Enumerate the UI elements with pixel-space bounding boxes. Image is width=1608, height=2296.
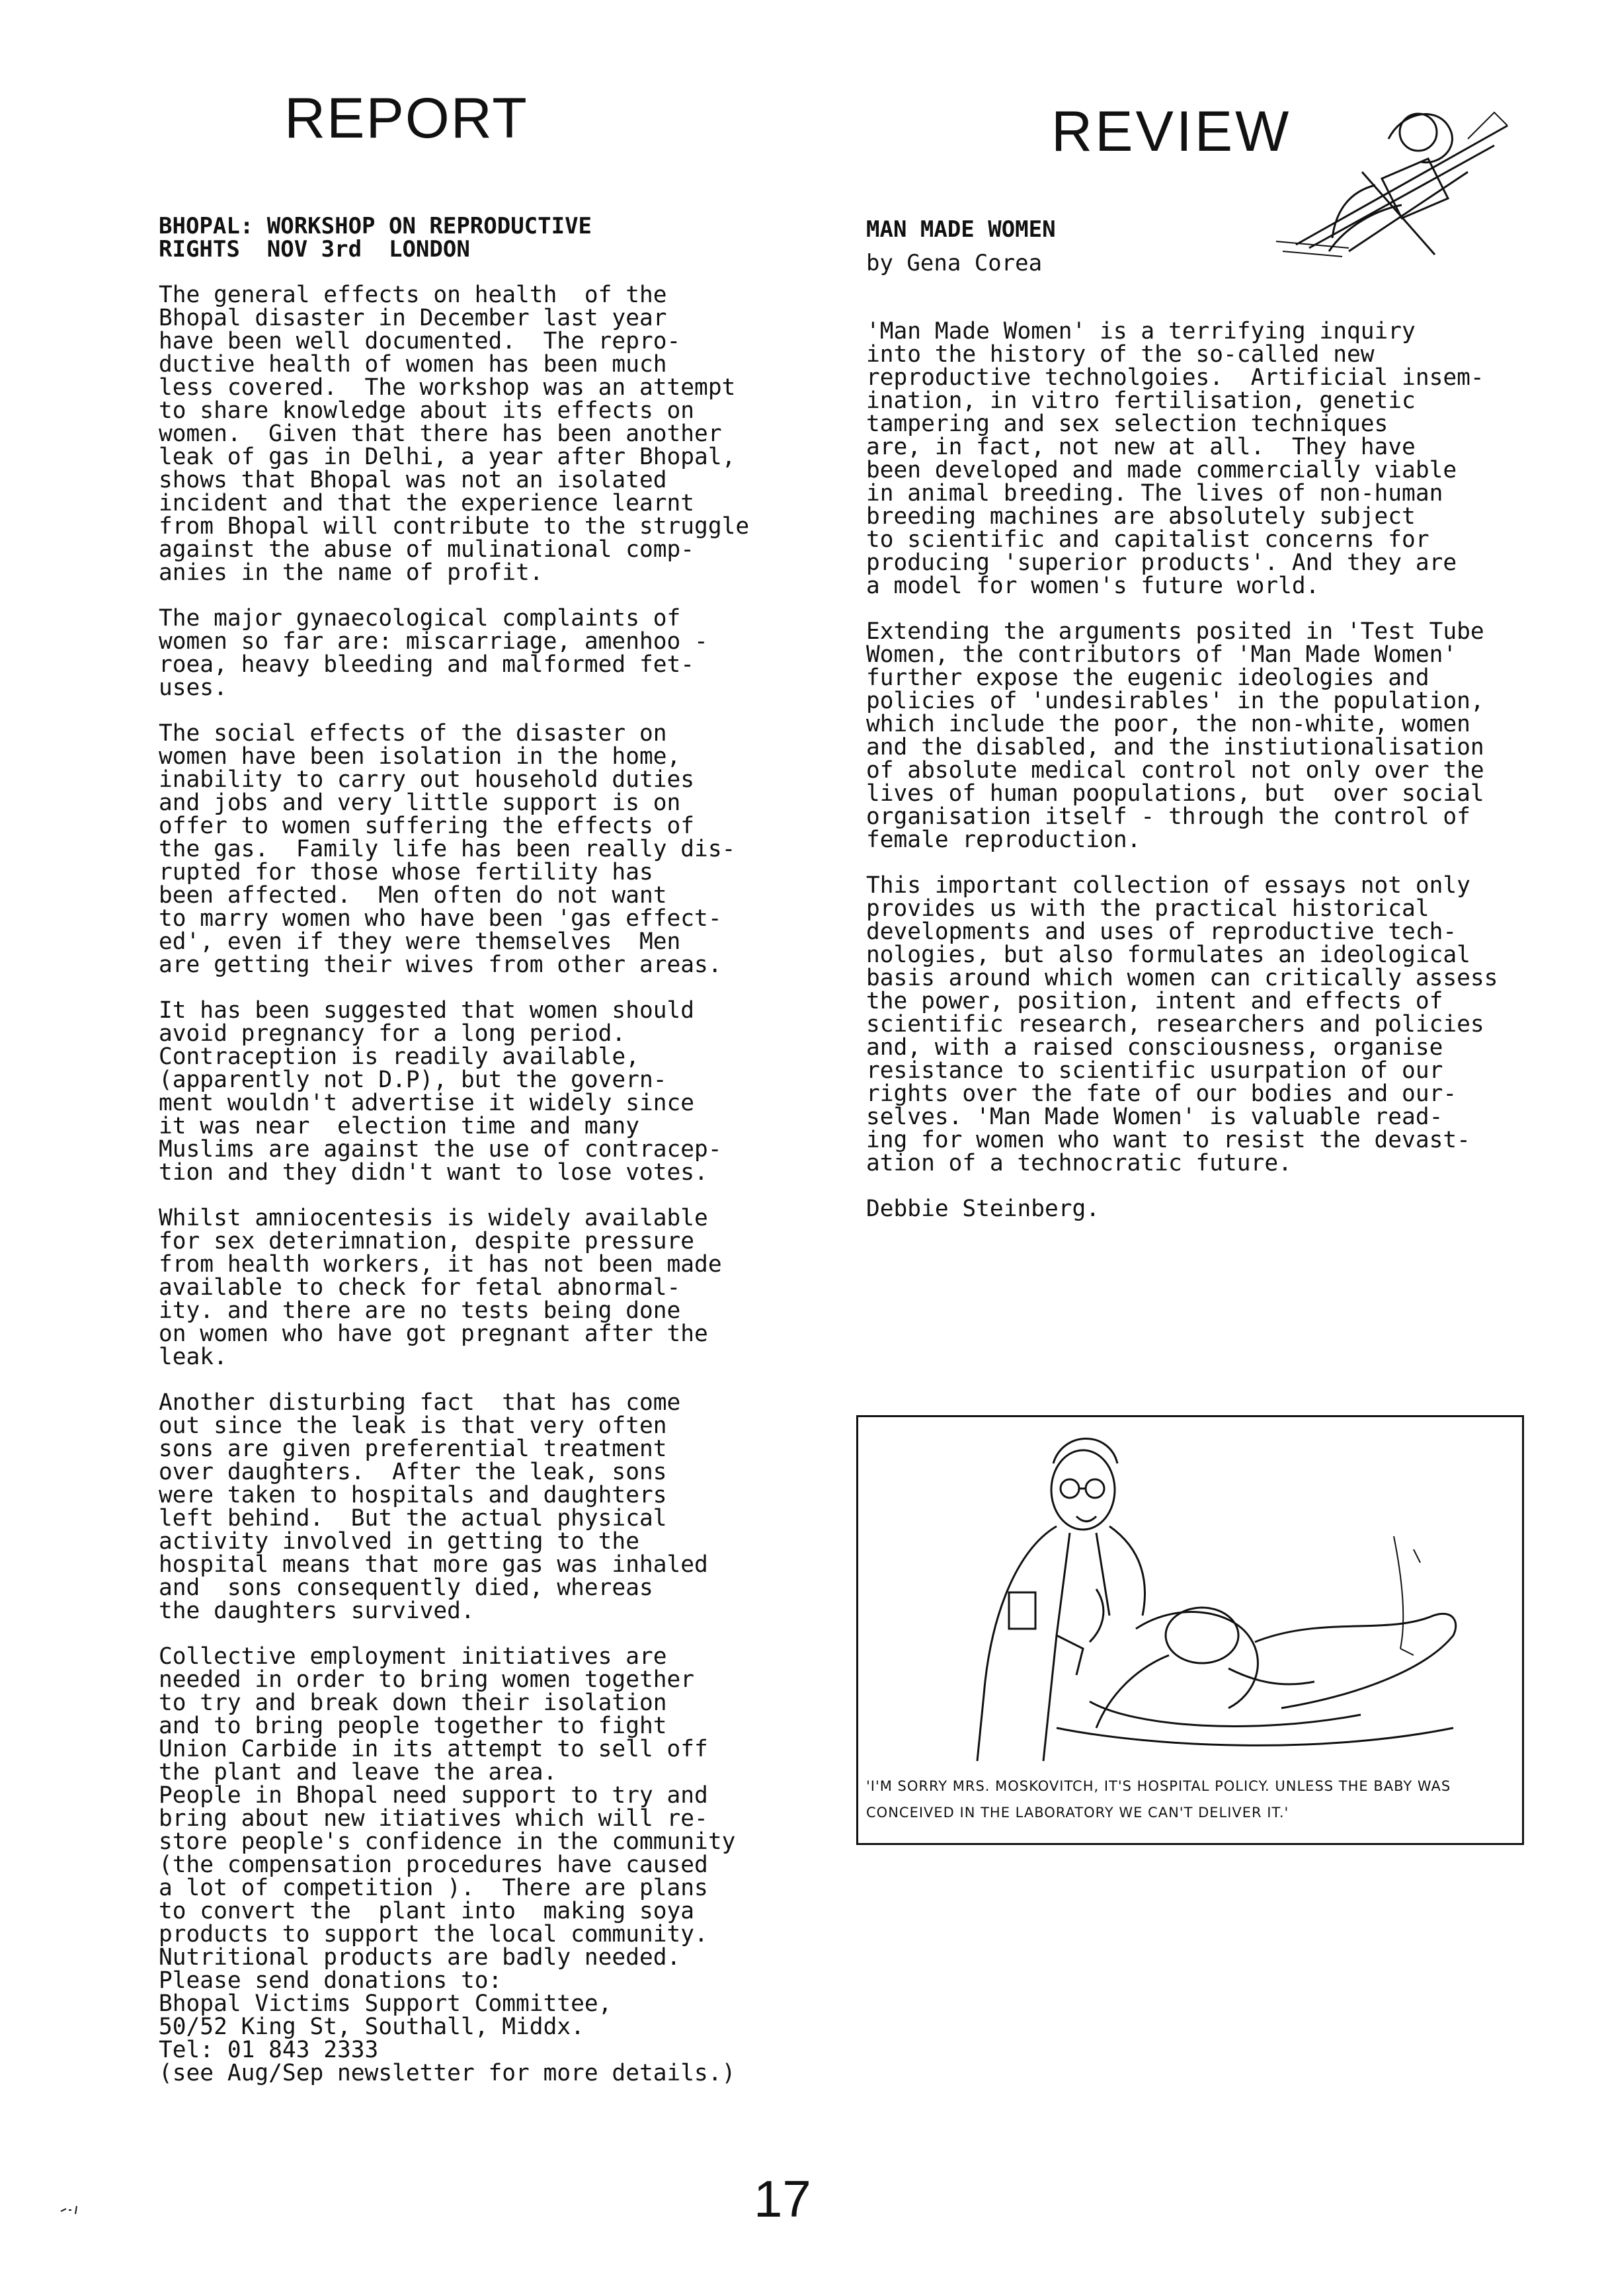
report-paragraph: Collective employment initiatives are needed in order to bring women together to try and break down their isolation and to bring people together to fight Union Carbide in its attempt to sell off the plant and leave the area. People in Bhopal need support to try and bring about new itiatives which will re- store people's confidence in the community (the compensation procedures have caused a lot of competition ). There are plans to convert the plant into making soya products to support the local community. Nutritional products are badly needed. Please send donations to: Bhopal Victims Support Committee, 50/52 King St, Southall, Middx. Tel: 01 843 2333 (see Aug/Sep newsletter for more details.): [159, 1643, 736, 2086]
report-heading: REPORT: [284, 87, 528, 150]
book-author: by Gena Corea: [866, 250, 1043, 276]
review-paragraph: 'Man Made Women' is a terrifying inquiry into the history of the so-called new reproductive technolgoies. Artificial insem- ination, in vitro fertilisation, genetic tampering and sex selection techniques are, in fact, not new at all. They have been developed and made commercially viable in animal breeding. The lives of non-human breeding machines are absolutely subject to scientific and capitalist concerns for producing 'superior products'. And they are a model for women's future world.: [866, 318, 1484, 599]
cartoon-caption: 'I'M SORRY MRS. MOSKOVITCH, IT'S HOSPITAL POLICY. UNLESS THE BABY WAS CONCEIVED IN THE LABORATORY WE CAN'T DELIVER IT.': [866, 1778, 1451, 1821]
review-paragraph: This important collection of essays not only provides us with the practical historical developments and uses of reproductive tech- nologies, but also formulates an ideological basis around which women can critically assess the power, position, intent and effects of scientific research, researchers and policies and, with a raised consciousness, organise resistance to scientific usurpation of our rights over the fate of our bodies and our- selves. 'Man Made Women' is valuable read- ing for women who want to resist the devast- ation of a technocratic future.: [866, 872, 1498, 1176]
review-heading: REVIEW: [1051, 100, 1292, 163]
report-paragraph: The general effects on health of the Bhopal disaster in December last year have been well documented. The repro- ductive health of women has been much less covered. The workshop was an attempt to share knowledge about its effects on women. Given that there has been another leak of gas in Delhi, a year after Bhopal, shows that Bhopal was not an isolated incident and that the experience learnt from Bhopal will contribute to the struggle against the abuse of mulinational comp- anies in the name of profit.: [159, 282, 750, 586]
review-paragraph: Extending the arguments posited in 'Test Tube Women, the contributors of 'Man Made Women' further expose the eugenic ideologies and policies of 'undesirables' in the population, which include the poor, the non-white, women and the disabled, and the instiutionalisation of absolute medical control not only over the lives of human poopulations, but over social organisation itself - through the control of female reproduction.: [866, 618, 1484, 853]
report-paragraph: Whilst amniocentesis is widely available for sex deterimnation, despite pressure from health workers, it has not been made available to check for fetal abnormal- ity. and there are no tests being done on women who have got pregnant after the leak.: [159, 1205, 722, 1370]
review-signature: Debbie Steinberg.: [866, 1196, 1100, 1222]
report-paragraph: It has been suggested that women should avoid pregnancy for a long period. Contraception is readily available, (apparently not D.P), but the govern- ment wouldn't advertise it widely since it was near election time and many Muslims are against the use of contracep- tion and they didn't want to lose votes.: [159, 997, 722, 1186]
corner-scribble-mark: [60, 2202, 86, 2215]
page-number: 17: [754, 2170, 811, 2228]
review-column: [866, 218, 1521, 1243]
report-paragraph: The major gynaecological complaints of women so far are: miscarriage, amenhoo - roea, heavy bleeding and malformed fet- uses.: [159, 605, 708, 701]
report-subhead: BHOPAL: WORKSHOP ON REPRODUCTIVE RIGHTS NOV 3rd LONDON: [159, 213, 592, 263]
report-paragraph: Another disturbing fact that has come out since the leak is that very often sons are given preferential treatment over daughters. After the leak, sons were taken to hospitals and daughters left behind. But the actual physical activity involved in getting to the hospital means that more gas was inhaled and sons consequently died, whereas the daughters survived.: [159, 1389, 708, 1624]
doctor-patient-illustration: [858, 1417, 1522, 1768]
report-paragraph: The social effects of the disaster on women have been isolation in the home, inability to carry out household duties and jobs and very little support is on offer to women suffering the effects of the gas. Family life has been really dis- rupted for those whose fertility has been affected. Men often do not want to marry women who have been 'gas effect- ed', even if they were themselves Men are getting their wives from other areas.: [159, 720, 736, 978]
cartoon-panel: [856, 1415, 1524, 1845]
report-column: [159, 215, 780, 2108]
book-title: MAN MADE WOMEN: [866, 216, 1056, 243]
